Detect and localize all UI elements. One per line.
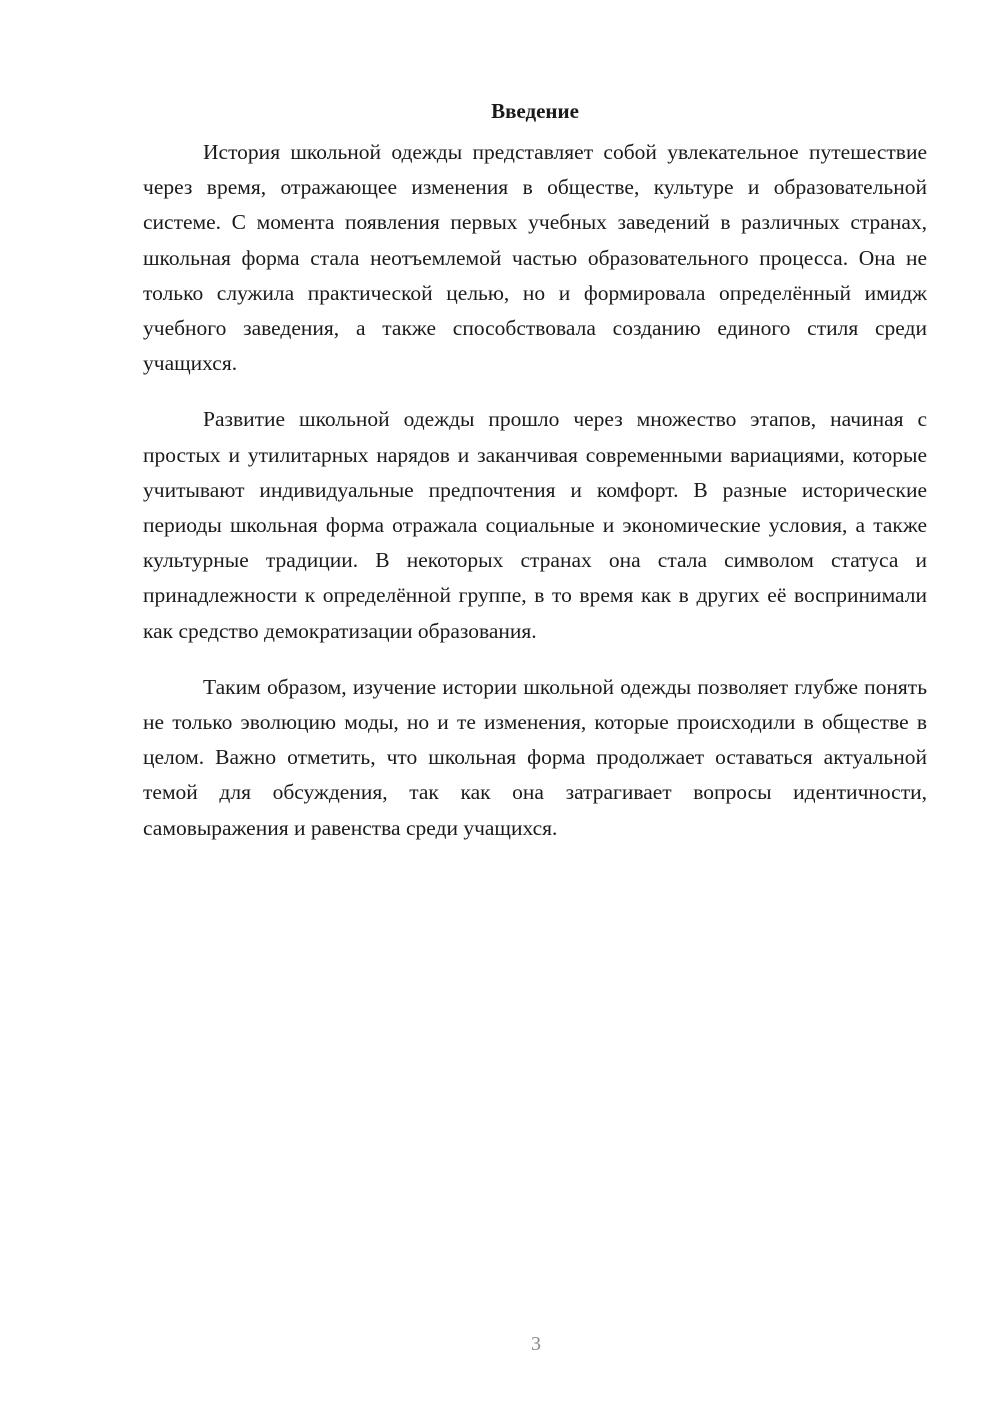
paragraph-1: История школьной одежды представляет собой увлекательное путешествие через время, отражающее изменения в обществе, культуре и образовательной системе. С момента появления первых учебных заведений в различных странах, школьная форма стала неотъемлемой частью образовательного процесса. Она не только служила практической целью, но и формировала определённый имидж учебного заведения, а также способствовала созданию единого стиля среди учащихся.: [143, 140, 927, 376]
paragraph-2: Развитие школьной одежды прошло через множество этапов, начиная с простых и утилитарных нарядов и заканчивая современными вариациями, которые учитывают индивидуальные предпочтения и комфорт. В разные исторические периоды школьная форма отражала социальные и экономические условия, а также культурные традиции. В некоторых странах она стала символом статуса и принадлежности к определённой группе, в то время как в других её воспринимали как средство демократизации образования.: [143, 407, 927, 643]
paragraph-3: Таким образом, изучение истории школьной одежды позволяет глубже понять не только эволюцию моды, но и те изменения, которые происходили в обществе в целом. Важно отметить, что школьная форма продолжает оставаться актуальной темой для обсуждения, так как она затрагивает вопросы идентичности, самовыражения и равенства среди учащихся.: [143, 674, 927, 840]
page-number: 3: [531, 1333, 541, 1355]
document-body: [143, 96, 927, 867]
section-title: Введение: [491, 99, 579, 123]
